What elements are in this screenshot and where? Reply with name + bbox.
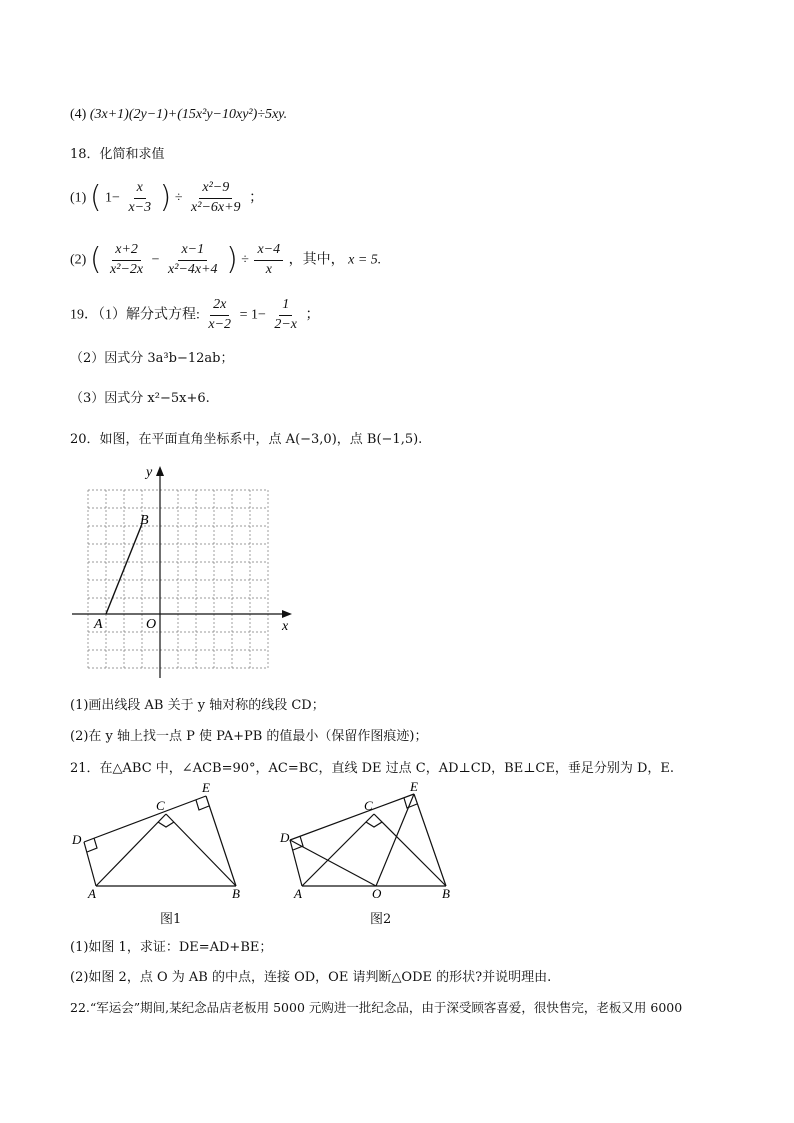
right-paren: ) xyxy=(226,242,238,278)
end-mark: ； xyxy=(305,307,320,323)
question-label: 19．（1）解分式方程: xyxy=(70,307,200,323)
point-c-label: C xyxy=(156,798,165,813)
figure-2 xyxy=(272,780,472,900)
minus-sign: − xyxy=(151,252,160,268)
question-21-part-2: (2)如图 2，点 O 为 AB 的中点，连接 OD，OE 请判断△ODE 的形状?并说明理由. xyxy=(70,970,552,985)
fraction-a xyxy=(107,243,146,277)
left-paren: ( xyxy=(89,242,102,278)
segment-be xyxy=(206,796,236,886)
fraction-second xyxy=(188,181,244,215)
figure-1-caption: 图1 xyxy=(160,912,182,927)
figure-1 xyxy=(70,780,260,900)
divide-sign: ÷ xyxy=(174,190,183,206)
line-de xyxy=(290,794,414,840)
numerator: 1 xyxy=(279,298,292,316)
grid-lines xyxy=(88,490,268,668)
figure-2-caption: 图2 xyxy=(370,912,392,927)
point-b-label: B xyxy=(232,886,240,900)
problem-prefix: (2) xyxy=(70,252,87,268)
point-b-label: B xyxy=(442,886,450,900)
denominator: x−3 xyxy=(128,199,152,215)
denominator: x²−4x+4 xyxy=(168,261,218,277)
denominator: 2−x xyxy=(274,316,298,332)
y-axis-arrow xyxy=(156,466,164,476)
problem-17-4 xyxy=(70,108,287,122)
point-e-label: E xyxy=(202,780,210,795)
expression: (3x+1)(2y−1)+(15x²y−10xy²)÷5xy. xyxy=(89,107,288,122)
fraction-1 xyxy=(271,298,300,332)
denominator: x²−2x xyxy=(110,261,144,277)
segment-ac xyxy=(302,814,374,886)
question-20-part-2: (2)在 y 轴上找一点 P 使 PA+PB 的值最小（保留作图痕迹)； xyxy=(70,729,428,744)
question-20-part-1: (1)画出线段 AB 关于 y 轴对称的线段 CD； xyxy=(70,698,325,713)
fraction-2x xyxy=(205,298,234,332)
segment-bc xyxy=(374,814,446,886)
equals-one-minus: = 1− xyxy=(239,307,266,323)
divide-sign: ÷ xyxy=(241,252,249,268)
right-paren: ) xyxy=(159,180,172,216)
end-mark: ； xyxy=(249,190,264,206)
segment-ab xyxy=(106,524,142,614)
question-20-text: 20．如图，在平面直角坐标系中，点 A(−3,0)，点 B(−1,5). xyxy=(70,432,423,447)
term-one-minus: 1− xyxy=(105,190,120,206)
numerator: x xyxy=(134,181,146,199)
x-axis-arrow xyxy=(282,610,292,618)
point-a-label: A xyxy=(88,886,96,900)
segment-bc xyxy=(166,814,236,886)
point-d-label: D xyxy=(72,832,82,847)
problem-prefix: (4) xyxy=(70,107,87,122)
origin-label: O xyxy=(146,617,157,632)
condition-value: x = 5. xyxy=(348,252,382,268)
right-angle-c xyxy=(366,822,382,827)
numerator: x²−9 xyxy=(199,181,232,199)
coordinate-grid-figure xyxy=(70,460,300,680)
right-angle-e xyxy=(196,800,209,810)
question-21-text: 21．在△ABC 中，∠ACB=90°，AC=BC，直线 DE 过点 C，AD⊥CD，BE⊥CE，垂足分别为 D，E. xyxy=(70,761,675,776)
point-d-label: D xyxy=(280,830,290,845)
point-o-label: O xyxy=(372,886,382,900)
segment-od xyxy=(290,840,376,886)
question-18-1 xyxy=(70,181,263,215)
point-b-label: B xyxy=(140,513,149,528)
point-a-label: A xyxy=(94,617,103,632)
denominator: x xyxy=(265,261,272,277)
numerator: x−4 xyxy=(254,243,283,261)
fraction-c xyxy=(254,243,283,277)
numerator: x−1 xyxy=(178,243,207,261)
question-18-title: 18．化简和求值 xyxy=(70,147,165,162)
question-19-2: （2）因式分 3a³b−12ab； xyxy=(70,351,234,366)
left-paren: ( xyxy=(89,180,102,216)
condition-text: ，其中， xyxy=(288,252,345,268)
x-axis-label: x xyxy=(282,619,289,634)
fraction-x-over-x-minus-3 xyxy=(125,181,154,215)
numerator: x+2 xyxy=(112,243,141,261)
fraction-b xyxy=(165,243,221,277)
numerator: 2x xyxy=(210,298,229,316)
right-angle-c xyxy=(158,822,174,827)
problem-prefix: (1) xyxy=(70,190,87,206)
denominator: x−2 xyxy=(208,316,232,332)
denominator: x²−6x+9 xyxy=(191,199,241,215)
point-a-label: A xyxy=(294,886,302,900)
question-19-1 xyxy=(70,298,320,332)
question-19-3: （3）因式分 x²−5x+6. xyxy=(70,391,210,406)
point-c-label: C xyxy=(364,798,373,813)
question-21-part-1: (1)如图 1，求证：DE=AD+BE； xyxy=(70,940,273,955)
y-axis-label: y xyxy=(146,465,153,480)
question-18-2 xyxy=(70,243,381,277)
point-e-label: E xyxy=(410,780,418,794)
segment-be xyxy=(414,794,446,886)
question-22-text: 22.“军运会”期间,某纪念品店老板用 5000 元购进一批纪念品，由于深受顾客喜爱，很快售完，老板又用 6000 xyxy=(70,1000,683,1015)
